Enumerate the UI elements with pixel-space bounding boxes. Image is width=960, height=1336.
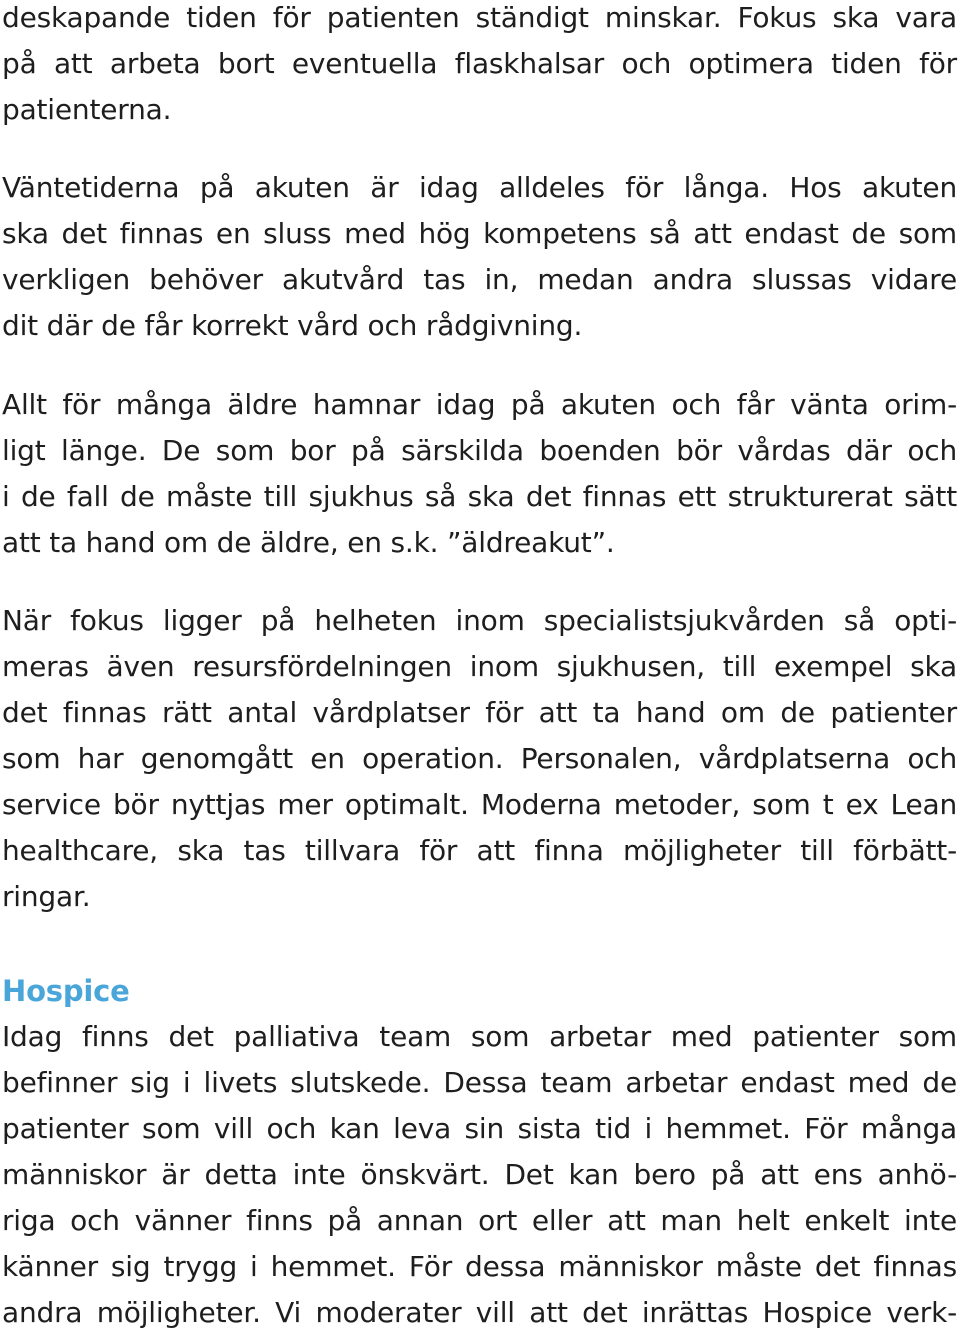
paragraph-specialist-care — [2, 598, 957, 920]
text-line: människor är detta inte önskvärt. Det kan bero på att ens anhö- — [2, 1158, 957, 1191]
text-line: När fokus ligger på helheten inom specialistsjukvården så opti- — [2, 604, 957, 637]
text-line: det finnas rätt antal vårdplatser för att ta hand om de patienter — [2, 696, 957, 729]
text-line: andra möjligheter. Vi moderater vill att det inrättas Hospice verk- — [2, 1296, 957, 1329]
paragraph-waiting-time-intro — [2, 0, 957, 133]
text-line: som har genomgått en operation. Personalen, vårdplatserna och — [2, 742, 957, 775]
text-line: att ta hand om de äldre, en s.k. ”äldreakut”. — [2, 526, 615, 559]
text-line: dit där de får korrekt vård och rådgivning. — [2, 309, 583, 342]
text-line: patienterna. — [2, 93, 172, 126]
text-line: befinner sig i livets slutskede. Dessa team arbetar endast med de — [2, 1066, 957, 1099]
text-line: Allt för många äldre hamnar idag på akuten och får vänta orim- — [2, 388, 957, 421]
text-line: healthcare, ska tas tillvara för att finna möjligheter till förbätt- — [2, 834, 957, 867]
text-line: meras även resursfördelningen inom sjukhusen, till exempel ska — [2, 650, 957, 683]
text-line: Idag finns det palliativa team som arbetar med patienter som — [2, 1020, 957, 1053]
paragraph-elderly-care — [2, 382, 957, 566]
text-line: patienter som vill och kan leva sin sista tid i hemmet. För många — [2, 1112, 957, 1145]
text-line: riga och vänner finns på annan ort eller att man helt enkelt inte — [2, 1204, 957, 1237]
text-line: deskapande tiden för patienten ständigt minskar. Fokus ska vara — [2, 1, 957, 34]
text-line: känner sig trygg i hemmet. För dessa människor måste det finnas — [2, 1250, 957, 1283]
section-hospice — [2, 968, 957, 1336]
text-line: ligt länge. De som bor på särskilda boenden bör vårdas där och — [2, 434, 957, 467]
text-line: i de fall de måste till sjukhus så ska det finnas ett strukturerat sätt — [2, 480, 957, 513]
text-line: på att arbeta bort eventuella flaskhalsar och optimera tiden för — [2, 47, 957, 80]
text-line: ska det finnas en sluss med hög kompetens så att endast de som — [2, 217, 957, 250]
text-line: verkligen behöver akutvård tas in, medan andra slussas vidare — [2, 263, 957, 296]
paragraph-emergency-waiting — [2, 165, 957, 349]
section-heading-hospice: Hospice — [2, 974, 130, 1008]
text-line: ringar. — [2, 880, 91, 913]
text-line: service bör nyttjas mer optimalt. Moderna metoder, som t ex Lean — [2, 788, 957, 821]
text-line: Väntetiderna på akuten är idag alldeles för långa. Hos akuten — [2, 171, 957, 204]
